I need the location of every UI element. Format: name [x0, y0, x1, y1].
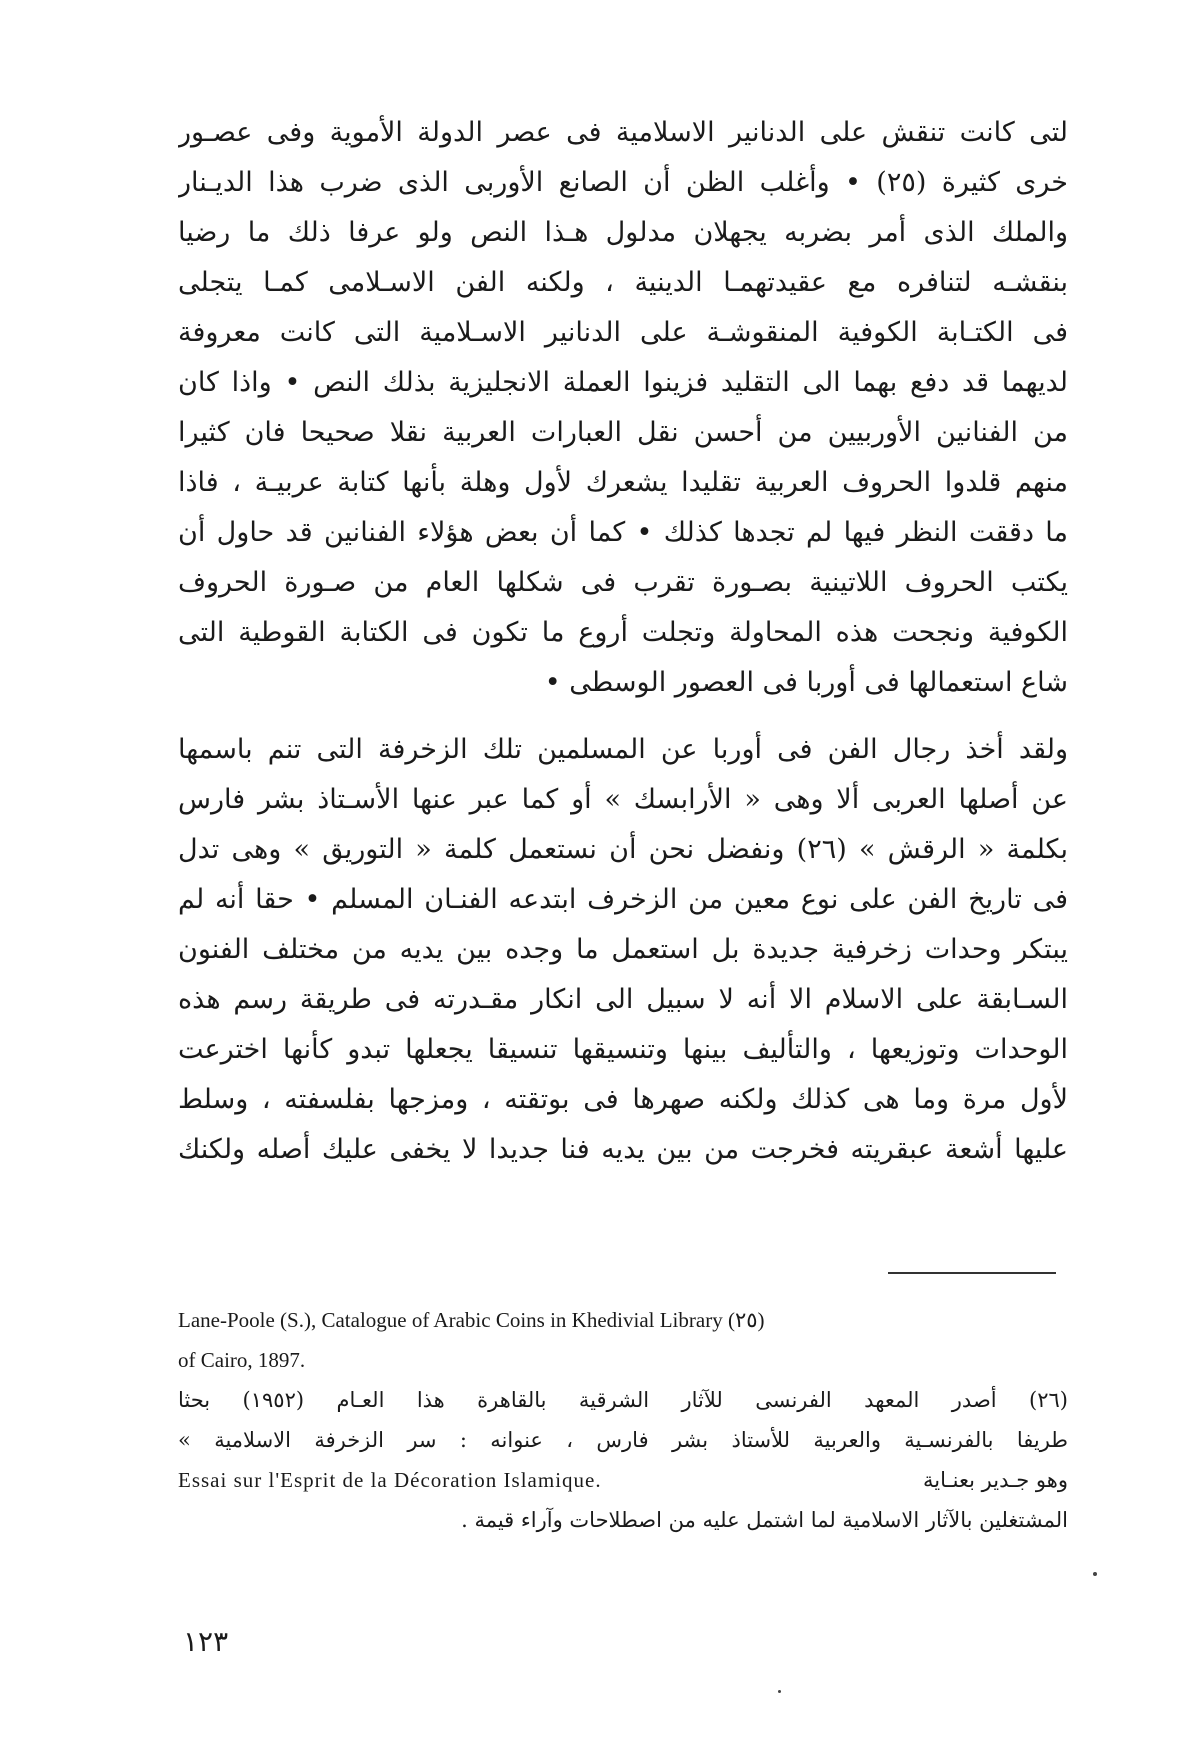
text-line: السـابقة على الاسلام الا أنه لا سبيل الى انكار مقـدرته فى طريقة رسم هذه [178, 984, 1068, 1015]
scan-speck [778, 1690, 781, 1693]
text-line: لتى كانت تنقش على الدنانير الاسلامية فى عصر الدولة الأموية وفى عصـور [178, 117, 1068, 148]
text-line: يبتكر وحدات زخرفية جديدة بل استعمل ما وجده بين يديه من مختلف الفنون [178, 934, 1068, 965]
text-line: يكتب الحروف اللاتينية بصـورة تقرب فى شكلها العام من صـورة الحروف [178, 567, 1068, 598]
text-line: لديهما قد دفع بهما الى التقليد فزينوا العملة الانجليزية بذلك النص • واذا كان [178, 367, 1068, 398]
text-line: عن أصلها العربى ألا وهى « الأرابسك » أو كما عبر عنها الأسـتاذ بشر فارس [178, 784, 1068, 815]
footnote-25-line: Lane-Poole (S.), Catalogue of Arabic Coins in Khedivial Library (٢٥) [178, 1308, 765, 1332]
footnote-26-latin-title: Essai sur l'Esprit de la Décoration Islamique. [178, 1468, 602, 1492]
text-line: والملك الذى أمر بضربه يجهلان مدلول هـذا النص ولو عرفا ذلك ما رضيا [178, 217, 1068, 248]
text-line: منهم قلدوا الحروف العربية تقليدا يشعرك لأول وهلة بأنها كتابة عربيـة ، فاذا [178, 467, 1068, 498]
text-line: من الفنانين الأوربيين من أحسن نقل العبارات العربية نقلا صحيحا فان كثيرا [178, 417, 1068, 448]
text-line: ما دققت النظر فيها لم تجدها كذلك • كما أن بعض هؤلاء الفنانين قد حاول أن [178, 517, 1068, 548]
footnote-26-line [178, 1460, 1068, 1500]
footnote-26-line: (٢٦) أصدر المعهد الفرنسى للآثار الشرقية بالقاهرة هذا العـام (١٩٥٢) بحثا [178, 1388, 1068, 1412]
text-line: فى تاريخ الفن على نوع معين من الزخرف ابتدعه الفنـان المسلم • حقا أنه لم [178, 884, 1068, 915]
text-line: الوحدات وتوزيعها ، والتأليف بينها وتنسيقها تنسيقا يجعلها تبدو كأنها اخترعت [178, 1034, 1068, 1065]
paragraph-gap [178, 708, 1068, 725]
footnote-25-line: of Cairo, 1897. [178, 1348, 306, 1372]
text-line: خرى كثيرة (٢٥) • وأغلب الظن أن الصانع الأوربى الذى ضرب هذا الديـنار [178, 167, 1068, 198]
footnotes [178, 1300, 1068, 1540]
text-line: بكلمة « الرقش » (٢٦) ونفضل نحن أن نستعمل كلمة « التوريق » وهى تدل [178, 834, 1068, 865]
scan-speck [1093, 1572, 1097, 1576]
footnote-26-arabic-fragment: وهو جـدير بعنـاية [923, 1468, 1068, 1492]
text-line: ولقد أخذ رجال الفن فى أوربا عن المسلمين تلك الزخرفة التى تنم باسمها [178, 734, 1068, 765]
footnote-26-line: طريفا بالفرنسـية والعربية للأستاذ بشر فارس ، عنوانه : سر الزخرفة الاسلامية » [178, 1428, 1068, 1452]
text-line: لأول مرة وما هى كذلك ولكنه صهرها فى بوتقته ، ومزجها بفلسفته ، وسلط [178, 1084, 1068, 1115]
text-line: الكوفية ونجحت هذه المحاولة وتجلت أروع ما تكون فى الكتابة القوطية التى [178, 617, 1068, 648]
text-line: شاع استعمالها فى أوربا فى العصور الوسطى • [544, 667, 1068, 698]
footnote-26-line: المشتغلين بالآثار الاسلامية لما اشتمل عليه من اصطلاحات وآراء قيمة . [461, 1508, 1068, 1532]
text-line: فى الكتـابة الكوفية المنقوشـة على الدنانير الاسـلامية التى كانت معروفة [178, 317, 1068, 348]
text-line: عليها أشعة عبقريته فخرجت من بين يديه فنا جديدا لا يخفى عليك أصله ولكنك [178, 1134, 1068, 1165]
footnote-separator [888, 1272, 1056, 1274]
text-line: بنقشـه لتنافره مع عقيدتهمـا الدينية ، ولكنه الفن الاسـلامى كمـا يتجلى [178, 267, 1068, 298]
page-number: ١٢٣ [183, 1625, 229, 1658]
main-text [178, 108, 1068, 1175]
